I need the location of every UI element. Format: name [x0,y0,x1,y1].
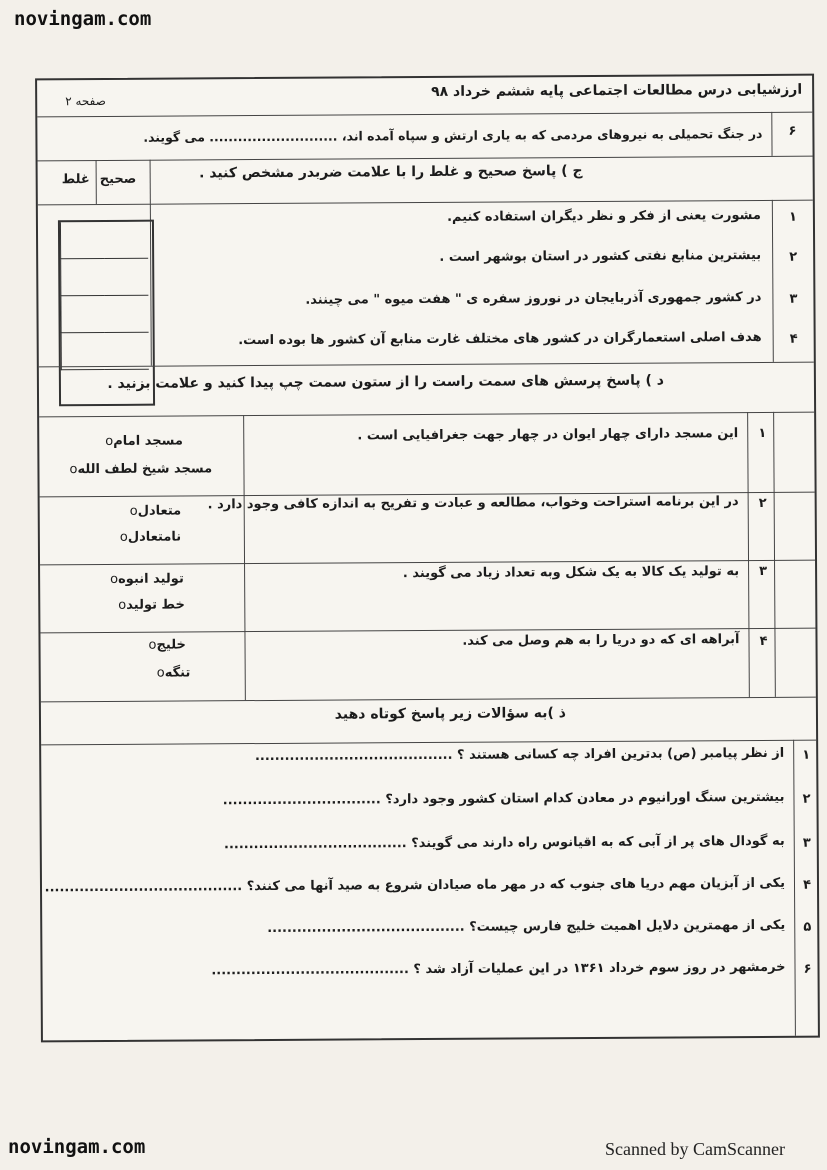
match-option[interactable]: تنگهo [156,665,191,681]
exam-sheet [35,74,820,1043]
short-answer-text: یکی از آبزیان مهم دریا های جنوب که در مهر ماه صیادان شروع به صید آنها می کنند؟ ........................................ [44,875,786,896]
match-item-number: ۱ [758,425,767,441]
watermark-top: novingam.com [14,8,152,30]
match-item-number: ۳ [759,563,768,579]
match-item-text: به تولید یک کالا به یک شکل وبه تعداد زیاد می گویند . [402,564,740,582]
section-d-heading: د ) پاسخ پرسش های سمت راست را از ستون سمت چپ پیدا کنید و علامت بزنید . [107,372,664,392]
match-option[interactable]: مسجد شیخ لطف اللهo [69,461,213,478]
answer-cell[interactable] [104,296,148,333]
fill-item-text: در جنگ تحمیلی به نیروهای مردمی که به یاری ارتش و سپاه آمده اند، ........................... می گویند. [143,125,763,145]
col-wrong-label: غلط [61,172,90,188]
exam-title: ارزشیابی درس مطالعات اجتماعی پایه ششم خرداد ۹۸ [431,81,803,100]
short-answer-number: ۱ [802,747,811,763]
tf-item-text: مشورت یعنی از فکر و نظر دیگران استفاده کنیم. [446,207,761,225]
fill-item-number: ۶ [788,123,797,139]
match-item-number: ۴ [759,633,768,649]
match-option[interactable]: متعادلo [129,503,182,519]
match-option[interactable]: خط تولیدo [118,597,185,613]
match-option[interactable]: تولید انبوهo [110,571,184,587]
tf-item-number: ۲ [789,249,798,265]
answer-cell[interactable] [60,296,104,333]
answer-cell[interactable] [60,222,104,259]
short-answer-number: ۵ [803,919,812,935]
answer-cell[interactable] [61,333,105,370]
scanner-credit: Scanned by CamScanner [605,1139,785,1159]
answer-cell[interactable] [104,259,148,296]
section-z-heading: ذ )به سؤالات زیر پاسخ کوتاه دهید [334,705,566,723]
match-item-text: آبراهه ای که دو دریا را به هم وصل می کند. [462,632,740,649]
match-item-text: در این برنامه استراحت وخواب، مطالعه و عبادت و تفریح به اندازه کافی وجود دارد . [207,494,739,513]
answer-cell[interactable] [104,222,148,259]
short-answer-number: ۳ [802,835,811,851]
tf-item-text: هدف اصلی استعمارگران در کشور های مختلف غارت منابع آن کشور ها بوده است. [238,329,762,349]
col-correct-label: صحیح [99,171,137,187]
short-answer-text: بیشترین سنگ اورانیوم در معادن کدام استان کشور وجود دارد؟ ................................ [222,789,785,809]
match-option[interactable]: نامتعادلo [119,529,182,545]
short-answer-number: ۶ [803,961,812,977]
match-item-number: ۲ [758,495,767,511]
short-answer-number: ۴ [803,877,812,893]
tf-item-number: ۳ [789,291,798,307]
match-item-text: این مسجد دارای چهار ایوان در چهار جهت جغرافیایی است . [357,426,739,444]
match-option[interactable]: خلیجo [148,637,186,653]
tf-item-text: در کشور جمهوری آذربایجان در نوروز سفره ی " هفت میوه " می چینند. [305,289,762,308]
match-option[interactable]: مسجد امامo [105,433,183,449]
tf-item-text: بیشترین منابع نفتی کشور در استان بوشهر است . [439,247,762,265]
tf-item-number: ۴ [789,331,798,347]
short-answer-text: از نظر پیامبر (ص) بدترین افراد چه کسانی هستند ؟ ........................................ [254,745,785,765]
page-number: صفحه ۲ [65,93,106,109]
tf-item-number: ۱ [788,209,797,225]
short-answer-number: ۲ [802,791,811,807]
short-answer-text: به گودال های پر از آبی که به اقیانوس راه دارند می گویند؟ ..................................... [223,833,785,853]
short-answer-text: یکی از مهمترین دلایل اهمیت خلیج فارس چیست؟ ........................................ [267,917,786,936]
answer-cell[interactable] [60,259,104,296]
answer-cell[interactable] [105,333,149,370]
watermark-bottom: novingam.com [8,1136,146,1158]
section-c-heading: ج ) پاسخ صحیح و غلط را با علامت ضربدر مشخص کنید . [199,163,583,182]
short-answer-text: خرمشهر در روز سوم خرداد ۱۳۶۱ در این عملیات آزاد شد ؟ ........................................ [211,959,786,979]
